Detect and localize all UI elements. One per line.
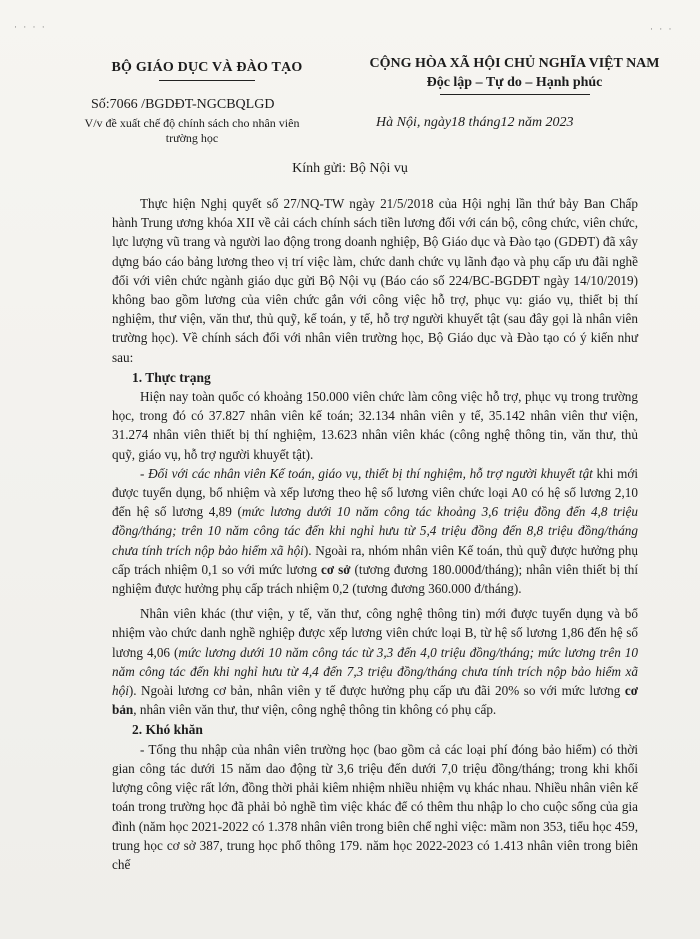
national-heading (342, 56, 687, 95)
section-heading: 2. Khó khăn (132, 722, 203, 738)
nation-name: CỘNG HÒA XÃ HỘI CHỦ NGHĨA VIỆT NAM (369, 56, 660, 71)
paragraph: - Tổng thu nhập của nhân viên trường học (bao gồm cả các loại phí đóng bảo hiểm) có thời gian công tác dưới 15 năm dao động từ 3,6 triệu đến dưới 7,0 triệu đồng/tháng; trong khi khối lượng công việc rất lớn, đồng thời phải kiêm nhiệm nhiều nhiệm vụ khác nhau. Nhiều nhân viên kế toán trong trường học đã phải bỏ nghề tìm việc khác để có thêm thu nhập lo cho cuộc sống của gia đình (năm học 2021-2022 có 1.378 nhân viên trong biên chế nghỉ việc: mầm non 353, tiểu học 459, trung học cơ sở 387, trung học phổ thông 179. năm học 2022-2023 có 1.413 nhân viên trong biên chế (112, 741, 638, 872)
scan-artifact: · · · · (14, 22, 47, 32)
national-motto: Độc lập – Tự do – Hạnh phúc (426, 75, 603, 90)
agency-name: BỘ GIÁO DỤC VÀ ĐÀO TẠO (111, 60, 303, 75)
text-span: Nhân viên khác (thư viện, y tế, văn thư, công nghệ thông tin) mới được tuyển dụng và bổ nhiệm vào chức danh nghề nghiệp được xếp lương viên chức loại B, từ hệ số lương 1,86 đến hệ số lương 4,06 ( (112, 606, 638, 660)
italic-text: - Đối với các nhân viên Kế toán, giáo vụ, thiết bị thí nghiệm, hỗ trợ người khuyết tật (140, 465, 593, 481)
motto-underline (440, 94, 590, 95)
bold-text: cơ bản (112, 683, 638, 718)
italic-text: mức lương dưới 10 năm công tác từ 3,3 đến 4,0 triệu đồng/tháng; mức lương trên 10 năm công tác đến khi nghỉ hưu từ 4,4 đến 7,3 triệu đồng/tháng chưa tính trích nộp bảo hiểm xã hội (112, 644, 638, 699)
place-date: Hà Nội, ngày18 tháng12 năm 2023 (376, 115, 574, 130)
text-span: ). Ngoài lương cơ bản, nhân viên y tế được hưởng phụ cấp ưu đãi 20% so với mức lương (128, 683, 625, 699)
paragraph (112, 604, 638, 719)
italic-text: mức lương dưới 10 năm công tác khoảng 3,6 triệu đồng đến 4,8 triệu đồng/tháng; trên 10 năm công tác đến khi nghỉ hưu từ 5,4 triệu đồng đến 8,8 triệu đồng/tháng chưa tính trích nộp bảo hiểm xã hội (112, 504, 638, 558)
text-span: ). Ngoài ra, nhóm nhân viên Kế toán, thủ quỹ được hưởng phụ cấp trách nhiệm 0,1 so với mức lương (112, 542, 638, 577)
agency-block (72, 60, 342, 81)
paragraph (112, 464, 638, 598)
intro-paragraph: Thực hiện Nghị quyết số 27/NQ-TW ngày 21/5/2018 của Hội nghị lần thứ bảy Ban Chấp hành Trung ương khóa XII về cải cách chính sách tiền lương đối với cán bộ, công chức, viên chức, lực lượng vũ trang và người lao động trong doanh nghiệp, Bộ Giáo dục và Đào tạo (GDĐT) đã xây dựng báo cáo bảng lương theo vị trí việc làm, chức danh chức vụ lãnh đạo và phụ cấp ưu đãi nghề đối với viên chức ngành giáo dục gửi Bộ Nội vụ (Báo cáo số 224/BC-BGDĐT ngày 14/10/2019) không bao gồm lương của viên chức gắn với công việc hỗ trợ, phục vụ: giáo vụ, thiết bị thí nghiệm, thư viện, văn thư, thủ quỹ, kế toán, y tế, hỗ trợ người khuyết tật (sau đây gọi là nhân viên trường học). Về chính sách đối với nhân viên trường học, Bộ Giáo dục và Đào tạo có ý kiến như sau: (112, 196, 638, 365)
text-span: , nhân viên văn thư, thư viện, công nghệ thông tin không có phụ cấp. (133, 702, 497, 718)
greeting: Kính gửi: Bộ Nội vụ (292, 161, 408, 176)
bold-text: cơ sở (321, 561, 351, 577)
document-subject: V/v đề xuất chế độ chính sách cho nhân viên trường học (84, 116, 300, 145)
document-body (112, 194, 638, 874)
document-number: Số:7066 /BGDĐT-NGCBQLGD (91, 97, 275, 112)
paragraph: Hiện nay toàn quốc có khoảng 150.000 viên chức làm công việc hỗ trợ, phục vụ trong trường học, trong đó có 37.827 nhân viên kế toán; 32.134 nhân viên y tế, 35.142 nhân viên thư viện, 31.274 nhân viên thiết bị thí nghiệm, 13.623 nhân viên khác (công nghệ thông tin, văn thư, thủ quỹ, giáo vụ, hỗ trợ người khuyết tật). (112, 389, 638, 462)
agency-underline (159, 80, 255, 81)
scan-artifact: · · · (650, 24, 674, 34)
section-heading: 1. Thực trạng (132, 369, 211, 385)
text-span: khi mới được tuyển dụng, bổ nhiệm và xếp lương theo hệ số lương viên chức loại A0 có hệ số lương 2,10 đến hệ số lương 4,89 ( (112, 465, 639, 520)
text-span: (tương đương 180.000đ/tháng); nhân viên thiết bị thí nghiệm được hưởng phụ cấp trách nhiệm 0,2 (tương đương 360.000 đ/tháng). (112, 561, 638, 597)
